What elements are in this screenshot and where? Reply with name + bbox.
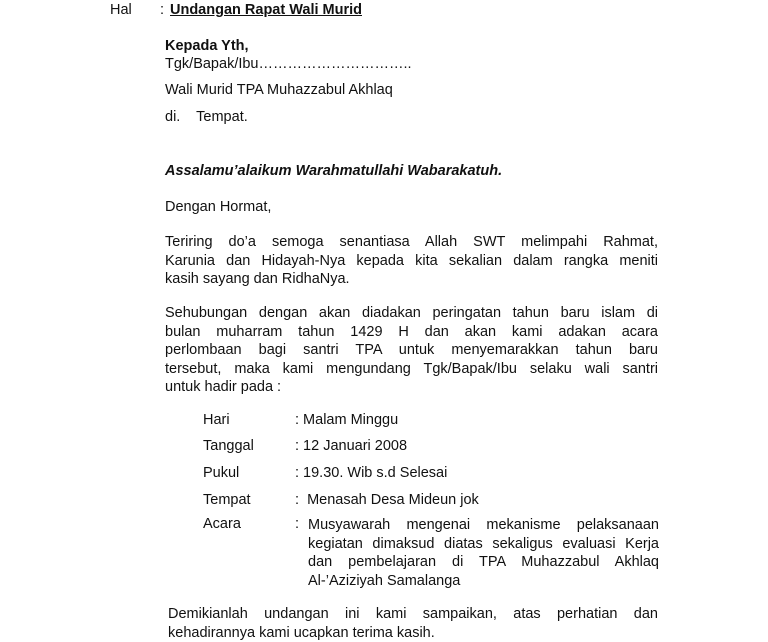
paragraph-line: kasih sayang dan RidhaNya. <box>165 270 658 289</box>
recipient-group: Wali Murid TPA Muhazzabul Akhlaq <box>165 82 393 98</box>
detail-hari-value: : Malam Minggu <box>295 412 398 428</box>
letter-subject: Undangan Rapat Wali Murid <box>170 2 362 18</box>
closing-line: Demikianlah undangan ini kami sampaikan, atas perhatian dan <box>168 605 658 624</box>
detail-acara-value <box>308 516 659 590</box>
acara-line: dan pembelajaran di TPA Muhazzabul Akhlaq <box>308 553 659 572</box>
paragraph-line: Sehubungan dengan akan diadakan peringatan tahun baru islam di <box>165 304 658 323</box>
islamic-greeting: Assalamu’alaikum Warahmatullahi Wabarakatuh. <box>165 163 502 179</box>
recipient-name-line: Tgk/Bapak/Ibu………………………….. <box>165 56 412 72</box>
detail-tanggal-label: Tanggal <box>203 438 254 454</box>
detail-pukul-label: Pukul <box>203 465 239 481</box>
detail-pukul-value: : 19.30. Wib s.d Selesai <box>295 465 447 481</box>
paragraph-invitation <box>165 304 658 397</box>
paragraph-line: bulan muharram tahun 1429 H dan akan kami adakan acara <box>165 323 658 342</box>
recipient-place: di. Tempat. <box>165 109 248 125</box>
hal-label: Hal <box>110 2 132 18</box>
paragraph-opening <box>165 233 658 289</box>
detail-tanggal-value: : 12 Januari 2008 <box>295 438 407 454</box>
paragraph-line: tersebut, maka kami mengundang Tgk/Bapak/Ibu selaku wali santri <box>165 360 658 379</box>
salutation: Dengan Hormat, <box>165 199 271 215</box>
paragraph-line: perlombaan bagi santri TPA untuk menyemarakkan tahun baru <box>165 341 658 360</box>
closing-line: kehadirannya kami ucapkan terima kasih. <box>168 624 658 642</box>
detail-acara-label: Acara <box>203 516 241 532</box>
acara-line: kegiatan dimaksud diatas sekaligus evaluasi Kerja <box>308 535 659 554</box>
paragraph-line: untuk hadir pada : <box>165 378 658 397</box>
paragraph-line: Karunia dan Hidayah-Nya kepada kita sekalian dalam rangka meniti <box>165 252 658 271</box>
hal-colon: : <box>160 2 164 18</box>
paragraph-closing <box>168 605 658 642</box>
recipient-kepada: Kepada Yth, <box>165 38 249 54</box>
paragraph-line: Teriring do’a semoga senantiasa Allah SWT melimpahi Rahmat, <box>165 233 658 252</box>
acara-line: Al-’Aziziyah Samalanga <box>308 572 659 591</box>
detail-hari-label: Hari <box>203 412 230 428</box>
detail-tempat-value: : Menasah Desa Mideun jok <box>295 492 479 508</box>
detail-acara-colon: : <box>295 516 299 532</box>
detail-tempat-label: Tempat <box>203 492 251 508</box>
acara-line: Musyawarah mengenai mekanisme pelaksanaan <box>308 516 659 535</box>
